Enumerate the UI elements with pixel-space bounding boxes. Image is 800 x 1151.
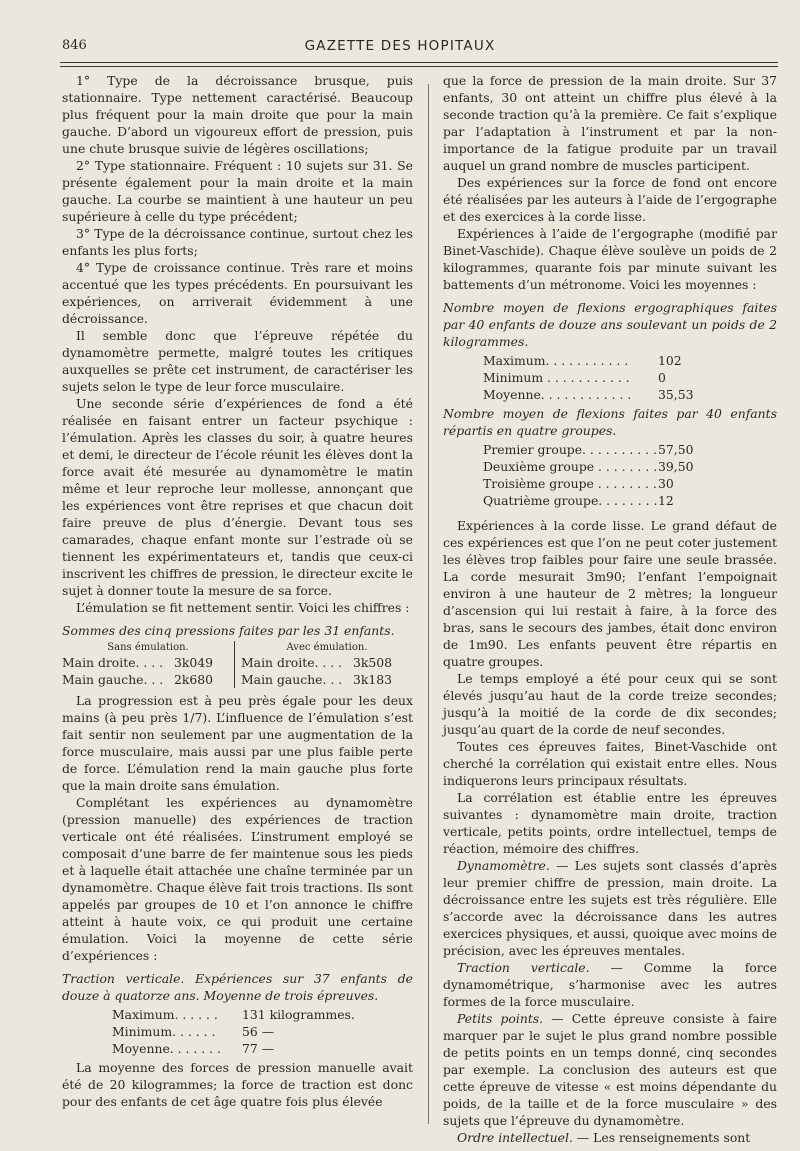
group-stats (483, 441, 777, 509)
stat-row: Deuxième groupe . . . . . . . . 39,50 (483, 459, 694, 474)
stat-row: Moyenne. . . . . . . 77 — (112, 1041, 275, 1056)
paragraph: 1° Type de la décroissance brusque, puis stationnaire. Type nettement caractérisé. Beaucoup plus fréquent pour la main droite que pour la main gauche. D’abord un vigoureux effort de pression, puis une chute brusque suivie de légères oscillations; (62, 73, 413, 156)
without-emulation-column (62, 641, 234, 688)
page-number: 846 (62, 38, 87, 53)
table-row: Main droite. . . . 3k049 (62, 655, 214, 670)
paragraph: Il semble donc que l’épreuve répétée du dynamomètre permette, malgré toutes les critiques auxquelles se prête cet instrument, de caractériser les sujets selon le type de leur force musculaire. (62, 328, 413, 394)
paragraph: Ordre intellectuel. — Les renseignements sont (457, 1130, 751, 1145)
paragraph: Expériences à l’aide de l’ergographe (modifié par Binet-Vaschide). Chaque élève soulève un poids de 2 kilogrammes, quarante fois par minute suivant les battements d’un métronome. Voici les moyennes : (443, 226, 777, 292)
stat-row: Premier groupe. . . . . . . . . . 57,50 (483, 442, 694, 457)
emulation-table (62, 641, 413, 688)
paragraph: 4° Type de croissance continue. Très rare et moins accentué que les types précédents. En poursuivant les expériences, on arriverait évidemment à une décroissance. (62, 260, 413, 326)
paragraph: La progression est à peu près égale pour les deux mains (à peu près 1/7). L’influence de l’émulation s’est fait sentir non seulement par une augmentation de la force musculaire, mais aussi par une plus faible perte de force. L’émulation rend la main gauche plus forte que la main droite sans émulation. (62, 693, 413, 793)
ergograph-stats (483, 352, 777, 403)
paragraph: Traction verticale. — Comme la force dynamométrique, s’harmonise avec les autres formes de la force musculaire. (443, 960, 777, 1009)
table-row: Main droite. . . . 3k508 (241, 655, 393, 670)
table-row: Main gauche. . . 3k183 (241, 672, 393, 687)
table-caption: Traction verticale. Expériences sur 37 enfants de douze à quatorze ans. Moyenne de trois épreuves. (62, 971, 413, 1003)
paragraph: L’émulation se fit nettement sentir. Voici les chiffres : (76, 600, 410, 615)
journal-title: GAZETTE DES HOPITAUX (304, 38, 496, 54)
paragraph: Une seconde série d’expériences de fond a été réalisée en faisant entrer un facteur psychique : l’émulation. Après les classes du soir, à quatre heures et demi, le directeur de l’école réunit les élèves dont la force avait été mesurée au dynamomètre le matin même et leur reproche leur mollesse, annonçant que les expériences vont être reprises et que chacun doit faire preuve de plus d’énergie. Devant tous ses camarades, chaque enfant monte sur l’estrade où se tiennent les expérimentateurs et, tandis que ceux-ci inscrivent les chiffres de pression, le directeur excite le sujet à donner toute la mesure de sa force. (62, 396, 413, 598)
paragraph: Le temps employé a été pour ceux qui se sont élevés jusqu’au haut de la corde treize secondes; jusqu’à la moitié de la corde de dix secondes; jusqu’au quart de la corde de neuf secondes. (443, 671, 777, 737)
column-heading: Sans émulation. (107, 642, 189, 653)
table-caption: Sommes des cinq pressions faites par les 31 enfants. (62, 623, 395, 638)
traction-stats (112, 1006, 413, 1057)
paragraph: Toutes ces épreuves faites, Binet-Vaschide ont cherché la corrélation qui existait entre elles. Nous indiquerons leurs principaux résultats. (443, 739, 777, 788)
stat-row: Minimum. . . . . . 56 — (112, 1024, 275, 1039)
paragraph: que la force de pression de la main droite. Sur 37 enfants, 30 ont atteint un chiffre plus élevé à la seconde traction qu’à la première. Ce fait s’explique par l’adaptation à l’instrument et par la non-importance de la fatigue produite par un travail auquel un grand nombre de muscles participent. (443, 73, 777, 173)
page-header (0, 38, 800, 58)
table-row: Main gauche. . . 2k680 (62, 672, 214, 687)
paragraph: La moyenne des forces de pression manuelle avait été de 20 kilogrammes; la force de traction est donc pour des enfants de cet âge quatre fois plus élevée (62, 1060, 413, 1109)
paragraph: Expériences à la corde lisse. Le grand défaut de ces expériences est que l’on ne peut coter justement les élèves trop faibles pour faire une seule brassée. La corde mesurait 3m90; l’enfant l’empoignait environ à une hauteur de 2 mètres; la longueur d’ascension qui lui restait à faire, à la force des bras, sans le secours des jambes, était donc environ de 1m90. Les enfants peuvent être répartis en quatre groupes. (443, 518, 777, 669)
table-caption: Nombre moyen de flexions faites par 40 enfants répartis en quatre groupes. (443, 406, 777, 438)
with-emulation-column (234, 641, 413, 688)
stat-row: Maximum. . . . . . . . . . . 102 (483, 353, 682, 368)
paragraph: La corrélation est établie entre les épreuves suivantes : dynamomètre main droite, traction verticale, petits points, ordre intellectuel, temps de réaction, mémoire des chiffres. (443, 790, 777, 856)
table-caption: Nombre moyen de flexions ergographiques faites par 40 enfants de douze ans soulevant un poids de 2 kilogrammes. (443, 300, 777, 349)
left-column (62, 72, 413, 1110)
paragraph: 2° Type stationnaire. Fréquent : 10 sujets sur 31. Se présente également pour la main droite et la main gauche. La courbe se maintient à une hauteur un peu supérieure à celle du type précédent; (62, 158, 413, 224)
paragraph: 3° Type de la décroissance continue, surtout chez les enfants les plus forts; (62, 226, 413, 258)
paragraph: Complétant les expériences au dynamomètre (pression manuelle) des expériences de traction verticale ont été réalisées. L’instrument employé se composait d’une barre de fer maintenue sous les pieds et à laquelle était attachée une chaîne terminée par un dynamomètre. Chaque élève fait trois tractions. Ils sont appelés par groupes de 10 et l’on annonce le chiffre atteint à haute voix, ce qui produit une certaine émulation. Voici la moyenne de cette série d’expériences : (62, 795, 413, 963)
header-rule (60, 62, 778, 63)
paragraph: Des expériences sur la force de fond ont encore été réalisées par les auteurs à l’aide de l’ergographe et des exercices à la corde lisse. (443, 175, 777, 224)
column-divider (428, 84, 429, 1124)
right-column (443, 72, 777, 1146)
stat-row: Moyenne. . . . . . . . . . . . 35,53 (483, 387, 694, 402)
paragraph: Petits points. — Cette épreuve consiste à faire marquer par le sujet le plus grand nombre possible de petits points en un temps donné, cinq secondes par exemple. La conclusion des auteurs est que cette épreuve de vitesse « est moins dépendante du poids, de la taille et de la force musculaire » des sujets que l’épreuve du dynamomètre. (443, 1011, 777, 1128)
stat-row: Quatrième groupe. . . . . . . . 12 (483, 493, 674, 508)
column-heading: Avec émulation. (286, 642, 368, 653)
header-rule-thin (60, 66, 778, 67)
stat-row: Troisième groupe . . . . . . . . 30 (483, 476, 674, 491)
stat-row: Minimum . . . . . . . . . . . 0 (483, 370, 666, 385)
stat-row: Maximum. . . . . . 131 kilogrammes. (112, 1007, 355, 1022)
paragraph: Dynamomètre. — Les sujets sont classés d’après leur premier chiffre de pression, main droite. La décroissance entre les sujets est très régulière. Elle s’accorde avec la décroissance dans les autres exercices physiques, et aussi, quoique avec moins de précision, avec les épreuves mentales. (443, 858, 777, 958)
